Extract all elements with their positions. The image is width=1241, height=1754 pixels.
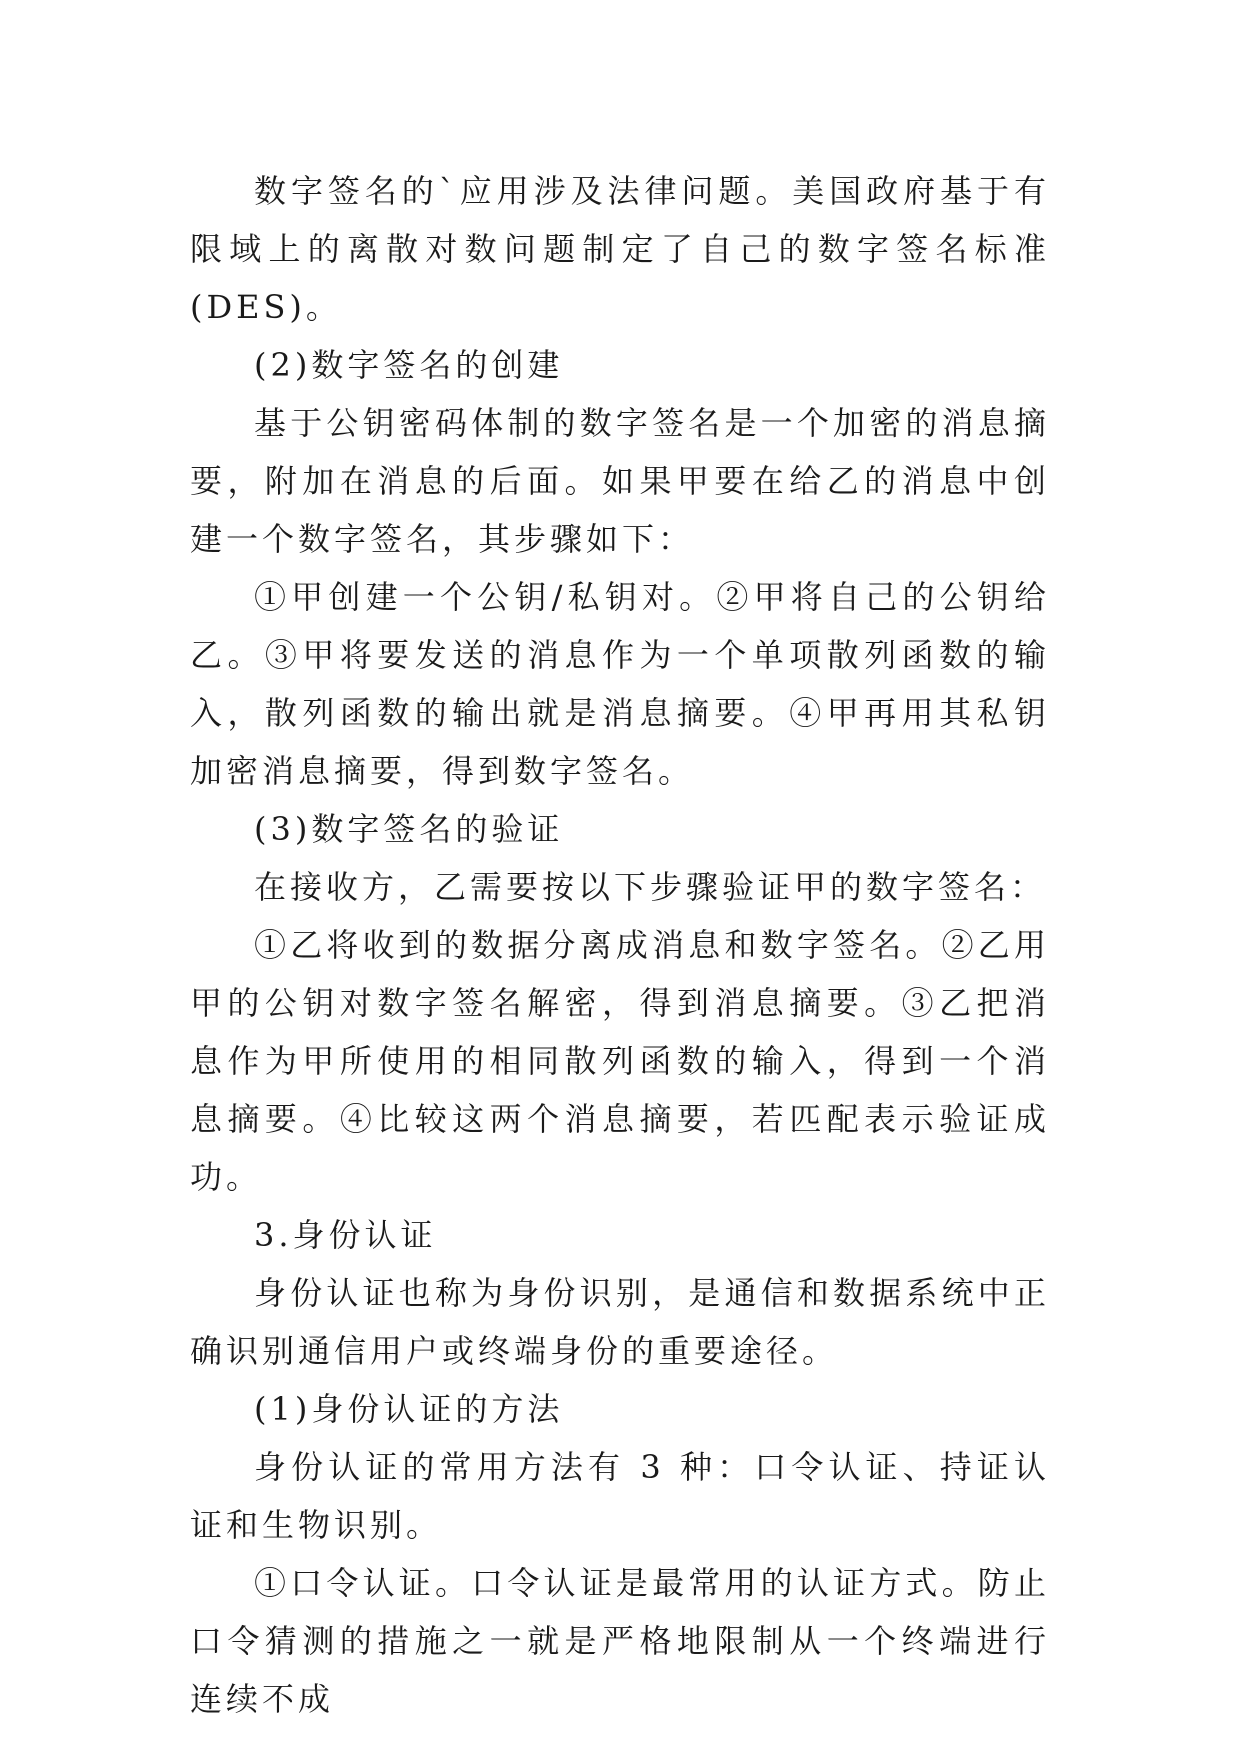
paragraph-auth-methods: 身份认证的常用方法有 3 种：口令认证、持证认证和生物识别。: [190, 1448, 1050, 1544]
paragraph-verification-intro: 在接收方，乙需要按以下步骤验证甲的数字签名：: [254, 868, 1047, 906]
paragraph-verification-steps: ①乙将收到的数据分离成消息和数字签名。②乙用甲的公钥对数字签名解密，得到消息摘要。③乙把消息作为甲所使用的相同散列函数的输入，得到一个消息摘要。④比较这两个消息摘要，若匹配表示验证成功。: [190, 926, 1050, 1196]
heading-signature-creation: (2)数字签名的创建: [254, 346, 564, 384]
document-body: [190, 162, 1050, 1728]
paragraph-des-standard: 数字签名的`应用涉及法律问题。美国政府基于有限域上的离散对数问题制定了自己的数字签名标准(DES)。: [190, 172, 1050, 326]
paragraph-signature-intro: 基于公钥密码体制的数字签名是一个加密的消息摘要，附加在消息的后面。如果甲要在给乙的消息中创建一个数字签名，其步骤如下：: [190, 404, 1050, 558]
heading-signature-verification: (3)数字签名的验证: [254, 810, 564, 848]
heading-auth-methods: (1)身份认证的方法: [254, 1390, 564, 1428]
paragraph-password-auth: ①口令认证。口令认证是最常用的认证方式。防止口令猜测的措施之一就是严格地限制从一个终端进行连续不成: [190, 1564, 1050, 1718]
paragraph-creation-steps: ①甲创建一个公钥/私钥对。②甲将自己的公钥给乙。③甲将要发送的消息作为一个单项散列函数的输入，散列函数的输出就是消息摘要。④甲再用其私钥加密消息摘要，得到数字签名。: [190, 578, 1050, 790]
paragraph-identity-auth-def: 身份认证也称为身份识别，是通信和数据系统中正确识别通信用户或终端身份的重要途径。: [190, 1274, 1050, 1370]
heading-identity-auth: 3.身份认证: [254, 1216, 437, 1254]
